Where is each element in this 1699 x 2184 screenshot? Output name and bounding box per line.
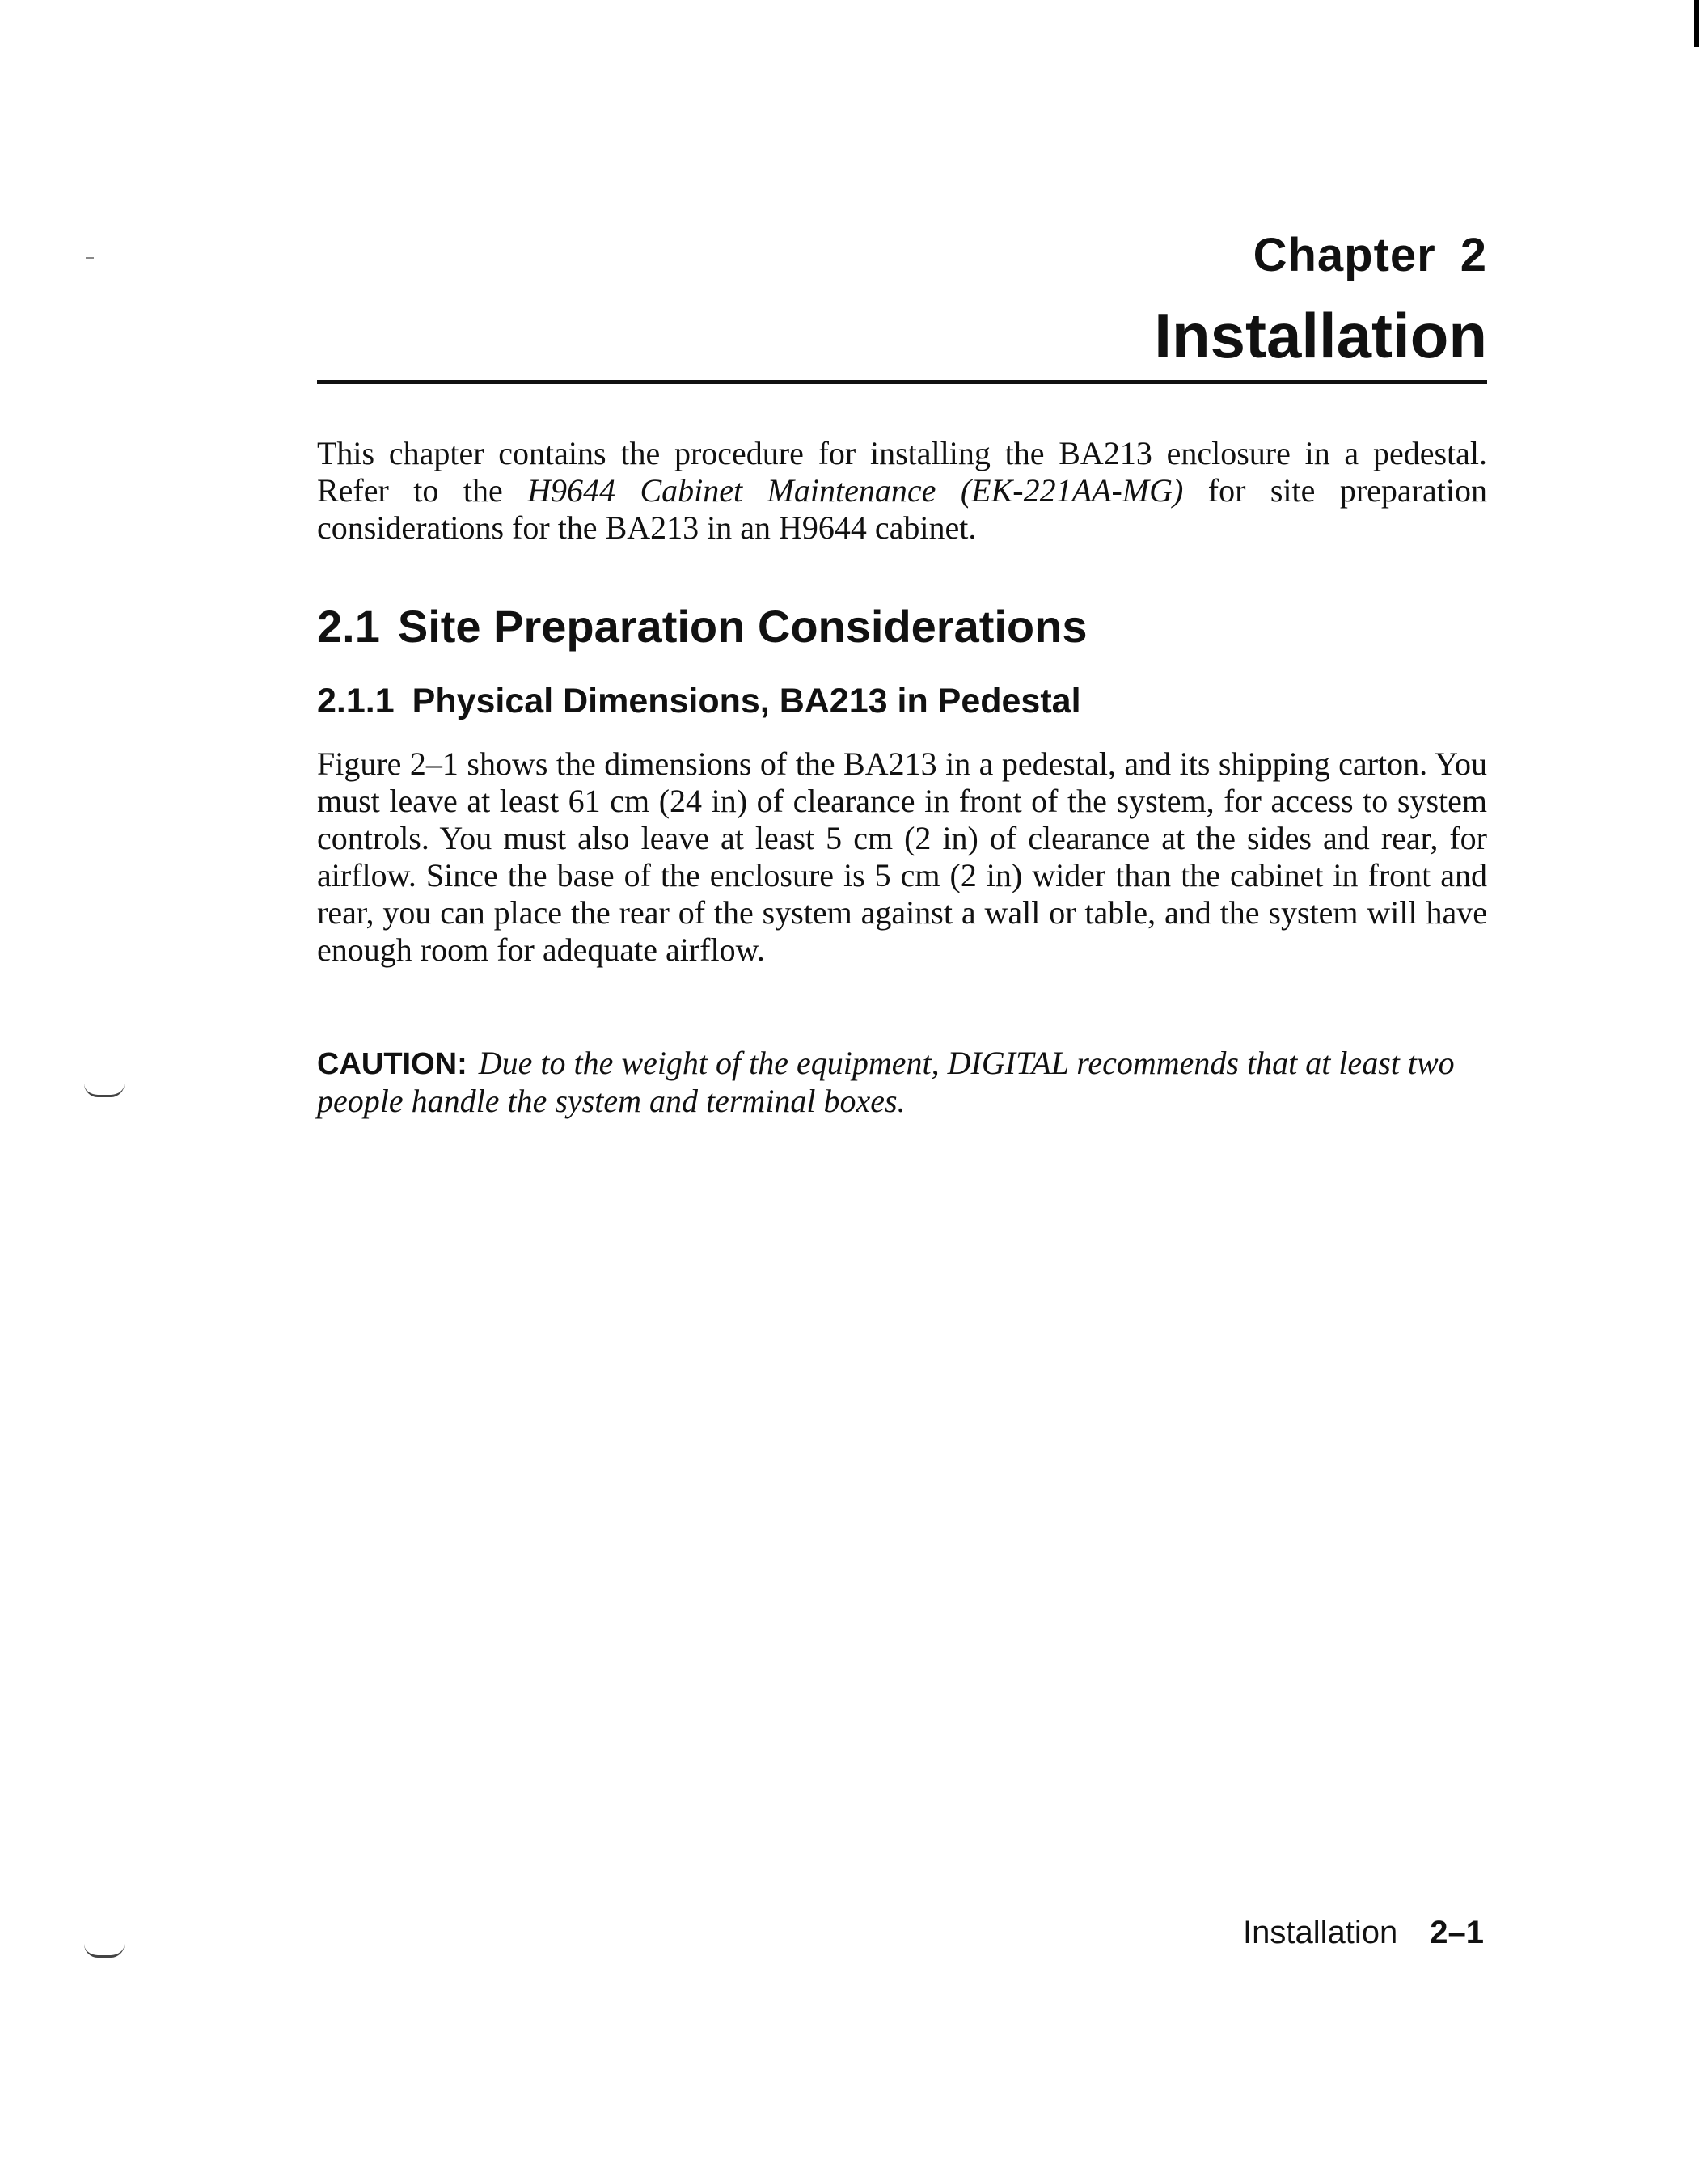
subsection-title: Physical Dimensions, BA213 in Pedestal: [412, 682, 1081, 720]
chapter-title: Installation: [1154, 300, 1487, 371]
title-rule: [317, 380, 1487, 384]
caution-note: [317, 1045, 1487, 1120]
section-heading-2-1: [317, 600, 1088, 653]
section-number: 2.1: [317, 601, 380, 652]
subsection-number: 2.1.1: [317, 682, 395, 720]
chapter-number: 2: [1460, 229, 1487, 281]
intro-text-2: for site preparation considerations for the BA213 in an H9644 cabinet.: [317, 472, 1487, 546]
scan-hole-mark: [84, 1944, 125, 1958]
chapter-label: [1253, 228, 1487, 282]
intro-text-1: This chapter contains the procedure for installing the BA213 enclosure in a pedestal. Refer to the: [317, 435, 1487, 509]
footer-section-name: Installation: [1243, 1915, 1398, 1950]
referenced-document-title: H9644 Cabinet Maintenance (EK-221AA-MG): [527, 472, 1184, 509]
intro-paragraph: [317, 435, 1487, 547]
dimensions-paragraph: Figure 2–1 shows the dimensions of the BA213 in a pedestal, and its shipping carton. You must leave at least 61 cm (24 in) of clearance in front of the system, for access to system controls. You must also leave at least 5 cm (2 in) of clearance at the sides and rear, for airflow. Since the base of the enclosure is 5 cm (2 in) wider than the cabinet in front and rear, you can place the rear of the system against a wall or table, and the system will have enough room for adequate airflow.: [317, 746, 1487, 968]
chapter-word: Chapter: [1253, 229, 1436, 281]
caution-label: CAUTION:: [317, 1047, 467, 1081]
scan-speck: [86, 257, 94, 259]
page-footer: [1243, 1915, 1484, 1951]
page-number: 2–1: [1430, 1915, 1484, 1950]
caution-text: Due to the weight of the equipment, DIGITAL recommends that at least two people handle the system and terminal boxes.: [317, 1045, 1455, 1119]
scan-edge-mark: [1694, 0, 1699, 47]
section-title: Site Preparation Considerations: [397, 601, 1088, 652]
section-heading-2-1-1: [317, 682, 1081, 721]
scan-hole-mark: [84, 1084, 125, 1097]
